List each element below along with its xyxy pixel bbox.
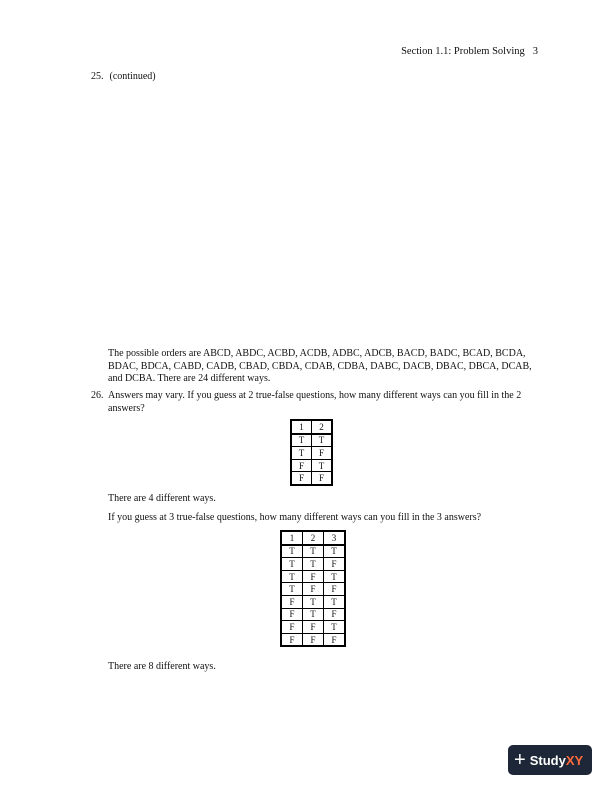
table-cell: T xyxy=(281,570,303,583)
table-cell: F xyxy=(324,583,346,596)
header-cell: 3 xyxy=(324,531,346,545)
page-header xyxy=(401,46,538,57)
orders-paragraph: The possible orders are ABCD, ABDC, ACBD, ACDB, ADBC, ADCB, BACD, BADC, BCAD, BCDA, BDAC, BDCA, CABD, CADB, CBAD, CBDA, CDAB, CDBA, DABC, DACB, DBAC, DBCA, DCAB, and DCBA. There are 24 different ways. xyxy=(108,348,532,384)
problem-26 xyxy=(91,390,546,415)
table-cell: F xyxy=(291,459,312,472)
table-cell: F xyxy=(291,472,312,485)
problem-text: Answers may vary. If you guess at 2 true-false questions, how many different ways can you fill in the 2 answers? xyxy=(108,390,522,414)
table-cell: F xyxy=(281,633,303,646)
table-cell: T xyxy=(303,608,324,621)
brand-accent: XY xyxy=(565,752,584,768)
plus-icon: + xyxy=(514,749,526,771)
table-row xyxy=(281,633,345,646)
header-cell: 1 xyxy=(281,531,303,545)
table-cell: F xyxy=(303,570,324,583)
table-cell: F xyxy=(281,621,303,634)
table-cell: T xyxy=(291,434,312,447)
header-cell: 2 xyxy=(312,420,333,434)
table-header-row xyxy=(281,531,345,545)
table-row xyxy=(291,434,332,447)
brand-main: Study xyxy=(529,752,566,768)
table-cell: F xyxy=(324,608,346,621)
table-row xyxy=(281,595,345,608)
table-cell: F xyxy=(312,447,333,460)
table-cell: T xyxy=(312,434,333,447)
table-row xyxy=(281,608,345,621)
table-cell: T xyxy=(303,558,324,571)
problem-text: (continued) xyxy=(109,71,156,82)
table-cell: T xyxy=(303,595,324,608)
table-cell: T xyxy=(281,583,303,596)
problem-number: 26. xyxy=(91,390,104,401)
table-cell: F xyxy=(281,608,303,621)
table-cell: T xyxy=(324,595,346,608)
table-cell: F xyxy=(324,633,346,646)
problem-25 xyxy=(91,71,156,82)
table-row xyxy=(281,621,345,634)
result-text-2: There are 4 different ways. xyxy=(108,493,216,504)
header-cell: 2 xyxy=(303,531,324,545)
table-cell: F xyxy=(303,621,324,634)
table-cell: T xyxy=(303,545,324,558)
table-cell: T xyxy=(324,570,346,583)
table-cell: T xyxy=(291,447,312,460)
table-cell: T xyxy=(312,459,333,472)
section-title: Section 1.1: Problem Solving xyxy=(401,46,525,57)
table-cell: T xyxy=(324,545,346,558)
header-cell: 1 xyxy=(291,420,312,434)
table-cell: T xyxy=(324,621,346,634)
result-text-3: There are 8 different ways. xyxy=(108,661,216,672)
table-cell: T xyxy=(281,545,303,558)
table-cell: F xyxy=(303,633,324,646)
problem-number: 25. xyxy=(91,71,104,82)
table-row xyxy=(291,472,332,485)
table-row xyxy=(291,447,332,460)
truth-table-2 xyxy=(290,419,333,486)
table-cell: F xyxy=(281,595,303,608)
table-cell: F xyxy=(312,472,333,485)
table-row xyxy=(281,545,345,558)
page-number: 3 xyxy=(532,46,538,57)
question-3-text: If you guess at 3 true-false questions, how many different ways can you fill in the 3 answers? xyxy=(108,512,482,523)
studyxy-logo xyxy=(508,745,592,775)
table-cell: F xyxy=(324,558,346,571)
table-row xyxy=(291,459,332,472)
table-cell: T xyxy=(281,558,303,571)
table-row xyxy=(281,583,345,596)
truth-table-3 xyxy=(280,530,346,647)
table-row xyxy=(281,570,345,583)
table-row xyxy=(281,558,345,571)
table-header-row xyxy=(291,420,332,434)
table-cell: F xyxy=(303,583,324,596)
